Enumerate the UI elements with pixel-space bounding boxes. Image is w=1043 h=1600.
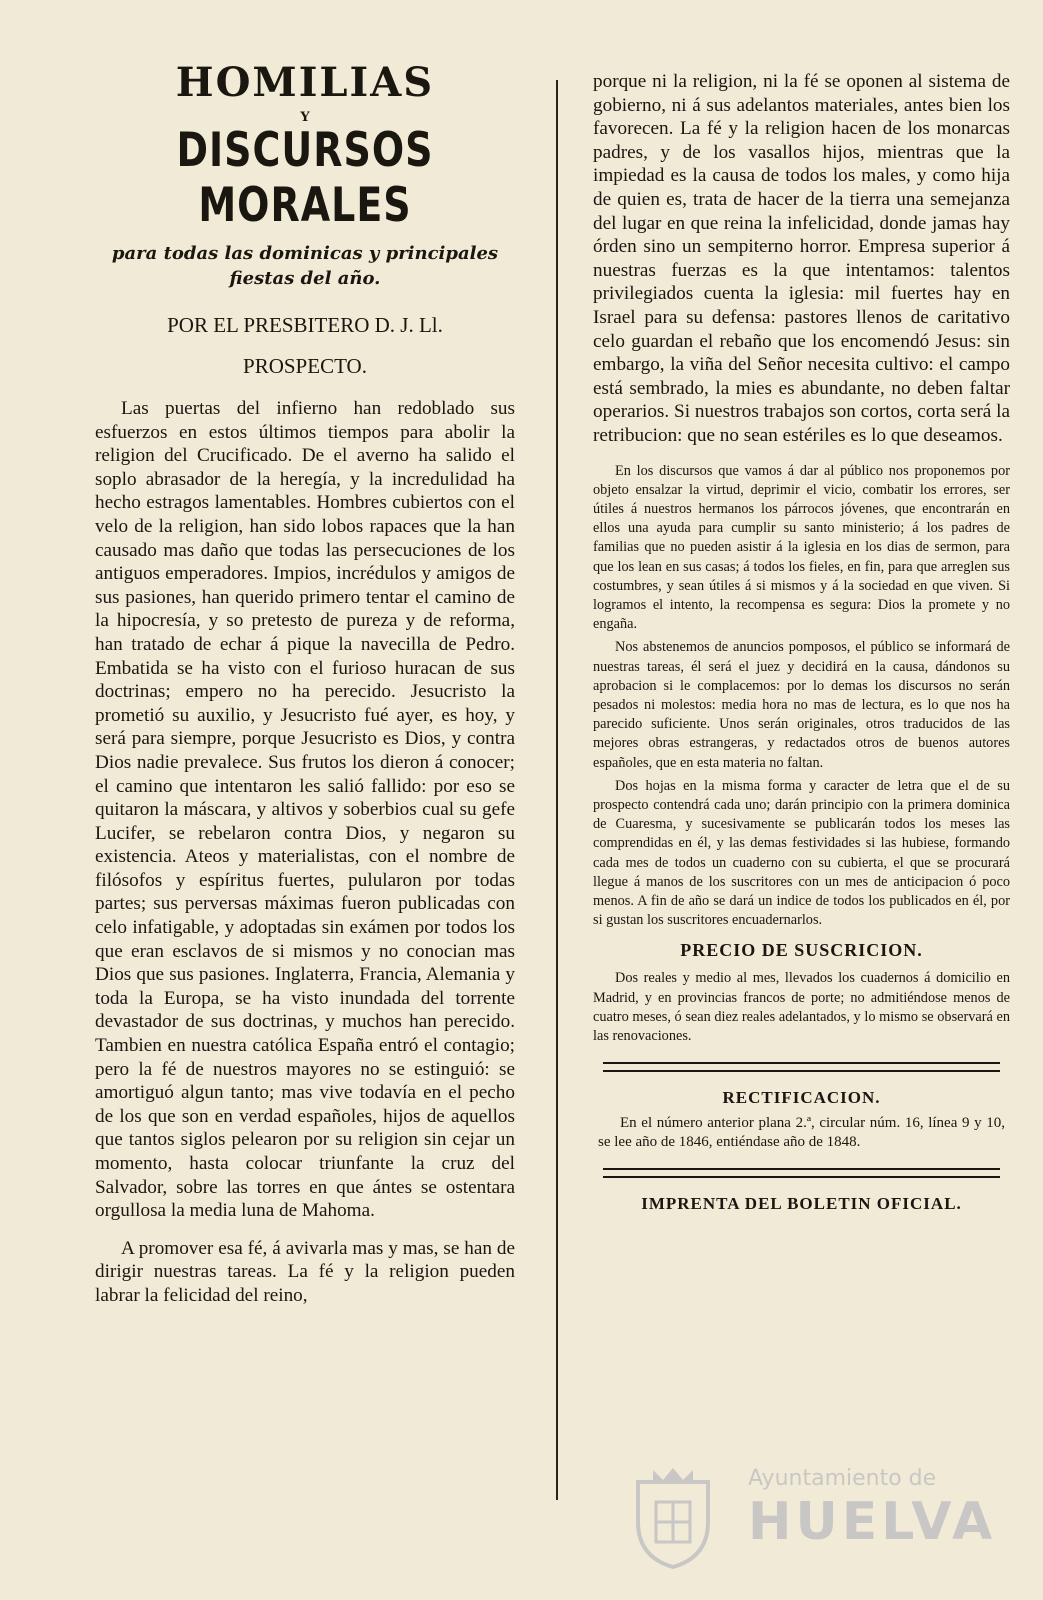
- divider-rule-1: [603, 1062, 1000, 1072]
- column-divider: [556, 80, 558, 1500]
- rectificacion-text: En el número anterior plana 2.ª, circular núm. 16, línea 9 y 10, se lee año de 1846, entiéndase año de 1848.: [598, 1115, 1005, 1151]
- precio-heading: PRECIO DE SUSCRICION.: [680, 940, 923, 961]
- title-homilias: HOMILIAS: [175, 59, 435, 106]
- author-line: POR EL PRESBITERO D. J. Ll.: [167, 313, 443, 337]
- watermark: [628, 1462, 997, 1572]
- right-continuation: porque ni la religion, ni la fé se oponen al sistema de gobierno, ni á sus adelantos materiales, antes bien los favorecen. La fé y la religion hacen de los monarcas padres, y de los vasallos hijos, mientras que la impiedad es la causa de todos los males, y como hija de quien es, trata de hacer de la tierra una semejanza del lugar en que reina la infelicidad, donde jamas hay órden sino un sempiterno horror. Empresa superior á nuestras fuerzas es la que intentamos: talentos privilegiados cuenta la iglesia: mil fuertes hay en Israel para su defensa: pastores llenos de caritativo celo guardan el rebaño que los encomendó Jesus: sin embargo, la viña del Señor necesita cultivo: el campo está sembrado, la mies es abundante, no deben faltar operarios. Si nuestros trabajos son cortos, corta será la retribucion: que no sean estériles es lo que deseamos.: [593, 71, 1010, 446]
- small-paragraph-2: Nos abstenemos de anuncios pomposos, el público se informará de nuestras tareas, él será el juez y decidirá en la causa, dándonos su aprobacion si le complacemos: por lo demas los discursos no serán pesados ni molestos: media hora no mas de lectura, es lo que nos ha parecido suficiente. Unos serán originales, otros traducidos de las mejores obras estrangeras, y redactados otros de buenos autores españoles, que en esta materia no faltan.: [593, 639, 1010, 771]
- rectificacion-heading: RECTIFICACION.: [722, 1088, 881, 1108]
- divider-rule-2: [603, 1168, 1000, 1178]
- title-conjunction: Y: [300, 110, 310, 125]
- left-paragraph-1: Las puertas del infierno han redoblado sus esfuerzos en estos últimos tiempos para abolir la religion del Crucificado. De el averno ha salido el soplo abrasador de la heregía, y la incredulidad ha hecho estragos lamentables. Hombres cubiertos con el velo de la religion, han sido lobos rapaces que la han causado mas daño que todas las persecuciones de los antiguos emperadores. Impios, incrédulos y amigos de sus pasiones, han querido primero tentar el camino de la hipocresía, y so pretesto de pureza y de reforma, han tratado de echar á pique la navecilla de Pedro. Embatida se ha visto con el furioso huracan de sus doctrinas; empero no ha perecido. Jesucristo la prometió su auxilio, y Jesucristo fué ayer, es hoy, y será para siempre, porque Jesucristo es Dios, y contra Dios nadie prevalece. Sus frutos los dieron á conocer; el camino que intentaron les salió fallido: por eso se quitaron la máscara, y altivos y soberbios cual su gefe Lucifer, se rebelaron contra Dios, y negaron su existencia. Ateos y materialistas, con el nombre de filósofos y espíritus fuertes, pulularon por todas partes; sus perversas máximas fueron publicadas con celo infatigable, y adoptadas sin exámen por todos los que eran esclavos de si mismos y no conocian mas Dios que sus pasiones. Inglaterra, Francia, Alemania y toda la Europa, se ha visto inundada del torrente devastador de sus doctrinas, y muchos han perecido. Tambien en nuestra católica España entró el contagio; pero la fé de nuestros mayores no se estinguió: se amortiguó algun tanto; mas vive todavía en el pecho de los que son en verdad españoles, hijos de aquellos que tantos siglos pelearon por su religion sin cejar un momento, hasta colocar triunfante la cruz del Salvador, sobre las torres en que ántes se ostentara orgullosa la media luna de Mahoma.: [95, 398, 515, 1222]
- section-heading: PROSPECTO.: [243, 354, 367, 378]
- small-paragraph-1: En los discursos que vamos á dar al público nos proponemos por objeto ensalzar la virtud, deprimir el vicio, combatir los errores, ser útiles á nuestros hermanos los párrocos jóvenes, que encontrarán en ellos una ayuda para cumplir su santo ministerio; á los padres de familias que no pueden asistir á la iglesia en los dias de sermon, para que los lean en sus casas; á todos los fieles, en fin, para que arreglen sus costumbres, y sean útiles á si mismos y á la sociedad en que viven. Si logramos el intento, la recompensa es segura: Dios la promete y no engaña.: [593, 462, 1010, 633]
- coat-of-arms-icon: [628, 1462, 718, 1570]
- watermark-line-2: HUELVA: [748, 1492, 997, 1552]
- left-paragraph-2: A promover esa fé, á avivarla mas y mas, se han de dirigir nuestras tareas. La fé y la religion pueden labrar la felicidad del reino,: [95, 1237, 515, 1306]
- watermark-line-1: Ayuntamiento de: [748, 1466, 937, 1491]
- left-column: [95, 60, 515, 1308]
- printer-imprint: IMPRENTA DEL BOLETIN OFICIAL.: [641, 1194, 962, 1214]
- right-column: [593, 70, 1010, 1214]
- subtitle: para todas las dominicas y principales fiestas del año.: [111, 243, 499, 289]
- precio-text: Dos reales y medio al mes, llevados los cuadernos á domicilio en Madrid, y en provincias francos de porte; no admitiéndose menos de cuatro meses, ó sean diez reales adelantados, y lo mismo se observará en las renovaciones.: [593, 970, 1010, 1044]
- small-paragraph-3: Dos hojas en la misma forma y caracter de letra que el de su prospecto contendrá cada uno; darán principio con la primera dominica de Cuaresma, y sucesivamente se publicarán todos los meses las comprendidas en él, y las demas festividades si las hubiese, formando cada mes de todos un cuaderno con su cubierta, el que se procurará llegue á manos de los suscritores con un mes de anticipacion ó poco menos. A fin de año se dará un indice de todos los publicados en él, por si gustan los suscritores encuadernarlos.: [593, 777, 1010, 929]
- title-discursos: DISCURSOS MORALES: [176, 122, 434, 232]
